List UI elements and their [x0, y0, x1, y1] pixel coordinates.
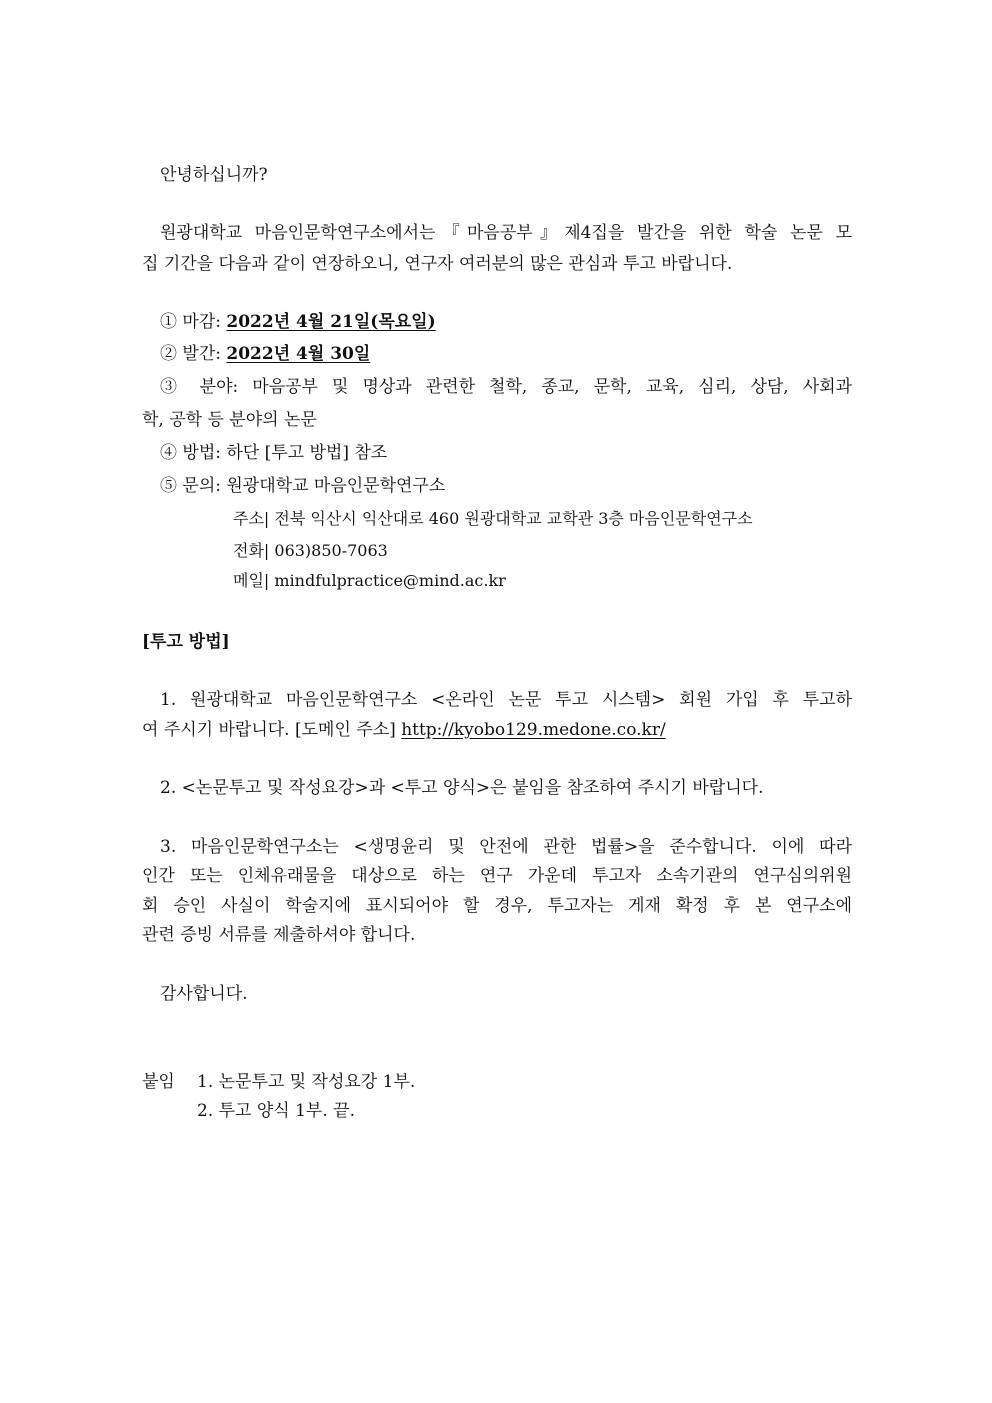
- intro-line-2: 집 기간을 다음과 같이 연장하오니, 연구자 여러분의 많은 관심과 투고 바랍니다.: [142, 254, 733, 274]
- deadline-item: [160, 310, 852, 334]
- publish-value: 2022년 4월 30일: [226, 344, 371, 364]
- publish-label: ② 발간:: [160, 344, 227, 364]
- greeting: 안녕하십니까?: [160, 165, 268, 185]
- field-item-line-1: ③ 분야: 마음공부 및 명상과 관련한 철학, 종교, 문학, 교육, 심리, 상담, 사회과: [160, 377, 852, 397]
- intro-line-1: 원광대학교 마음인문학연구소에서는『마음공부』제4집을 발간을 위한 학술 논문 모: [160, 223, 852, 243]
- deadline-value: 2022년 4월 21일(목요일): [226, 312, 436, 332]
- publish-item: [160, 342, 852, 366]
- attachments-label: 붙임: [142, 1072, 175, 1092]
- contact-phone: 전화| 063)850-7063: [233, 541, 388, 560]
- contact-email: 메일| mindfulpractice@mind.ac.kr: [233, 571, 506, 590]
- step-3-line-3: 회 승인 사실이 학술지에 표시되어야 할 경우, 투고자는 게재 확정 후 본 연구소에: [142, 896, 852, 916]
- closing: 감사합니다.: [160, 984, 248, 1004]
- step-1-line-1: 1. 원광대학교 마음인문학연구소 <온라인 논문 투고 시스템> 회원 가입 후 투고하: [160, 690, 852, 710]
- submission-url-link[interactable]: http://kyobo129.medone.co.kr/: [401, 720, 666, 740]
- method-item: ④ 방법: 하단 [투고 방법] 참조: [160, 443, 388, 463]
- step-2: 2. <논문투고 및 작성요강>과 <투고 양식>은 붙임을 참조하여 주시기 바랍니다.: [160, 778, 764, 798]
- step-1-text: 여 주시기 바랍니다. [도메인 주소]: [142, 720, 402, 740]
- attachment-1: 1. 논문투고 및 작성요강 1부.: [197, 1072, 416, 1092]
- step-3-line-2: 인간 또는 인체유래물을 대상으로 하는 연구 가운데 투고자 소속기관의 연구심의위원: [142, 866, 852, 886]
- contact-address: 주소| 전북 익산시 익산대로 460 원광대학교 교학관 3층 마음인문학연구소: [233, 509, 753, 528]
- step-3-line-4: 관련 증빙 서류를 제출하셔야 합니다.: [142, 925, 416, 945]
- field-item-line-2: 학, 공학 등 분야의 논문: [142, 410, 317, 430]
- contact-item: ⑤ 문의: 원광대학교 마음인문학연구소: [160, 476, 446, 496]
- attachment-2: 2. 투고 양식 1부. 끝.: [197, 1101, 355, 1121]
- step-1-line-2: [142, 718, 852, 742]
- deadline-label: ① 마감:: [160, 312, 227, 332]
- step-3-line-1: 3. 마음인문학연구소는 <생명윤리 및 안전에 관한 법률>을 준수합니다. 이에 따라: [160, 837, 852, 857]
- section-title: [투고 방법]: [142, 632, 230, 652]
